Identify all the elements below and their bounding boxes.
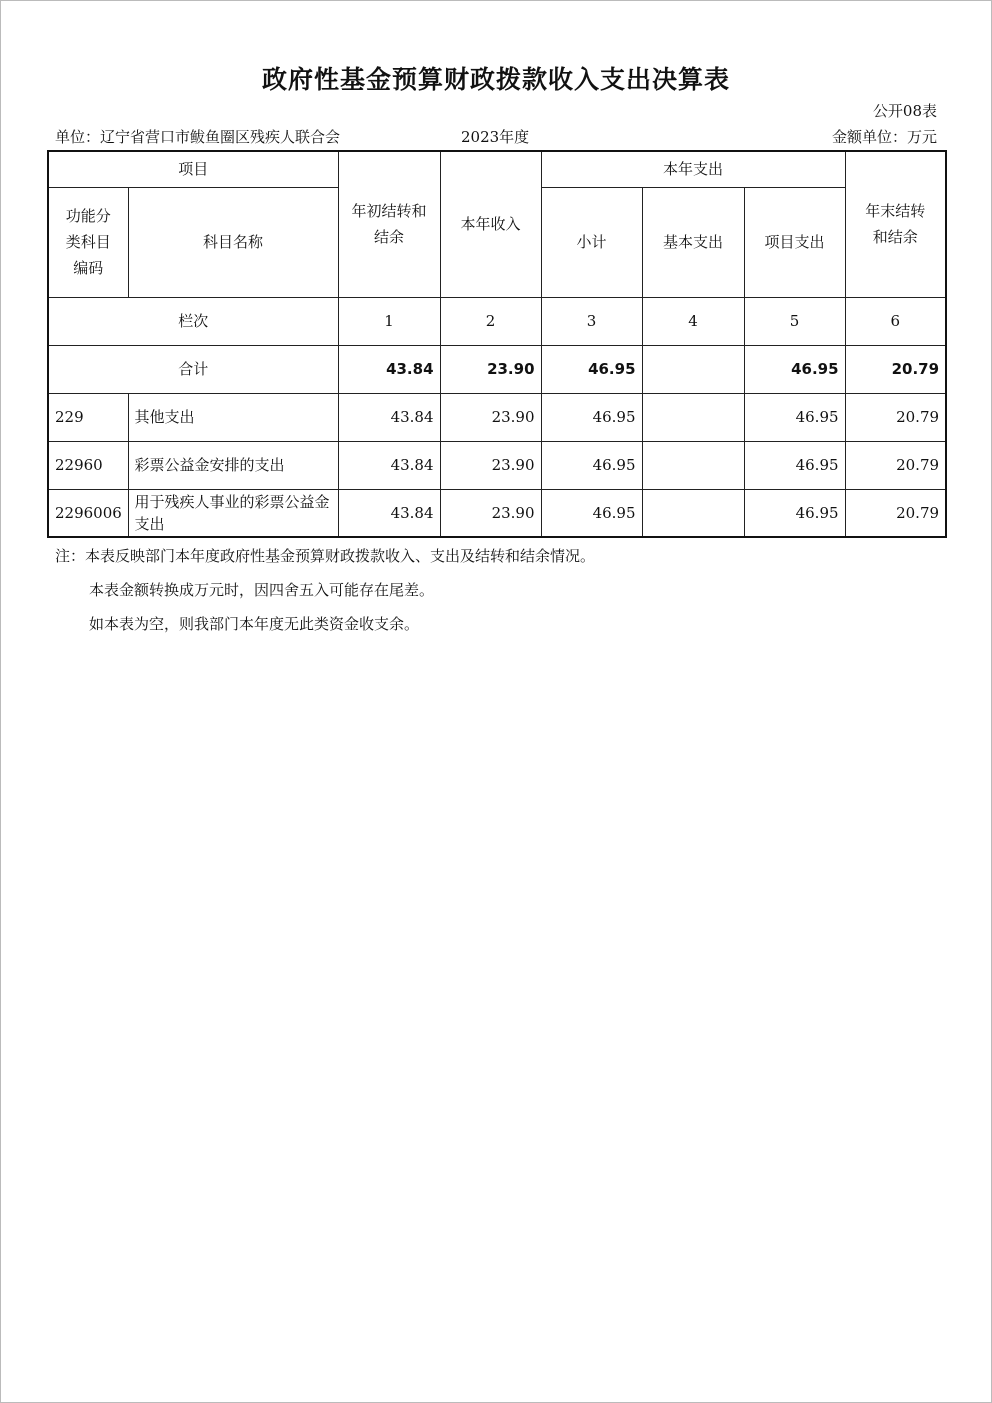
row-code: 229 [48, 393, 128, 441]
row-code: 2296006 [48, 489, 128, 537]
header-project-expense: 项目支出 [744, 187, 845, 297]
row-project: 46.95 [744, 441, 845, 489]
row-subtotal: 46.95 [541, 393, 642, 441]
note-line: 本表金额转换成万元时，因四舍五入可能存在尾差。 [89, 581, 435, 599]
header-closing-balance: 年末结转和结余 [845, 151, 946, 297]
report-meta [55, 126, 937, 146]
header-basic-expense: 基本支出 [642, 187, 744, 297]
row-income: 23.90 [440, 489, 541, 537]
column-index: 6 [845, 297, 946, 345]
header-income: 本年收入 [440, 151, 541, 297]
row-project: 46.95 [744, 489, 845, 537]
header-subtotal: 小计 [541, 187, 642, 297]
row-project: 46.95 [744, 393, 845, 441]
table-row [48, 393, 946, 441]
notes [55, 546, 595, 648]
budget-table [47, 150, 947, 538]
row-closing: 20.79 [845, 393, 946, 441]
total-income: 23.90 [440, 345, 541, 393]
column-index-label: 栏次 [48, 297, 338, 345]
header-subject-name: 科目名称 [128, 187, 338, 297]
row-name: 彩票公益金安排的支出 [128, 441, 338, 489]
total-basic [642, 345, 744, 393]
total-row [48, 345, 946, 393]
header-item: 项目 [48, 151, 338, 187]
form-number: 公开08表 [872, 102, 937, 120]
reporting-unit: 单位：辽宁省营口市鲅鱼圈区残疾人联合会 [55, 128, 341, 146]
total-opening: 43.84 [338, 345, 440, 393]
header-opening-balance: 年初结转和结余 [338, 151, 440, 297]
row-closing: 20.79 [845, 441, 946, 489]
row-basic [642, 441, 744, 489]
note-line: 如本表为空，则我部门本年度无此类资金收支余。 [89, 615, 420, 633]
row-basic [642, 489, 744, 537]
total-project: 46.95 [744, 345, 845, 393]
total-closing: 20.79 [845, 345, 946, 393]
row-code: 22960 [48, 441, 128, 489]
column-index: 5 [744, 297, 845, 345]
column-index: 1 [338, 297, 440, 345]
row-closing: 20.79 [845, 489, 946, 537]
column-index: 3 [541, 297, 642, 345]
table-row [48, 441, 946, 489]
header-expense: 本年支出 [541, 151, 845, 187]
row-opening: 43.84 [338, 489, 440, 537]
row-income: 23.90 [440, 393, 541, 441]
row-name: 用于残疾人事业的彩票公益金支出 [128, 489, 338, 537]
column-index: 2 [440, 297, 541, 345]
note-line: 注：本表反映部门本年度政府性基金预算财政拨款收入、支出及结转和结余情况。 [55, 547, 596, 565]
table-row [48, 489, 946, 537]
currency-unit: 金额单位：万元 [831, 128, 937, 146]
report-year: 2023年度 [461, 128, 530, 146]
row-income: 23.90 [440, 441, 541, 489]
column-index: 4 [642, 297, 744, 345]
total-label: 合计 [48, 345, 338, 393]
row-subtotal: 46.95 [541, 441, 642, 489]
row-basic [642, 393, 744, 441]
header-func-code: 功能分类科目编码 [48, 187, 128, 297]
row-opening: 43.84 [338, 441, 440, 489]
total-subtotal: 46.95 [541, 345, 642, 393]
row-subtotal: 46.95 [541, 489, 642, 537]
row-name: 其他支出 [128, 393, 338, 441]
row-opening: 43.84 [338, 393, 440, 441]
page-title: 政府性基金预算财政拨款收入支出决算表 [261, 65, 730, 94]
